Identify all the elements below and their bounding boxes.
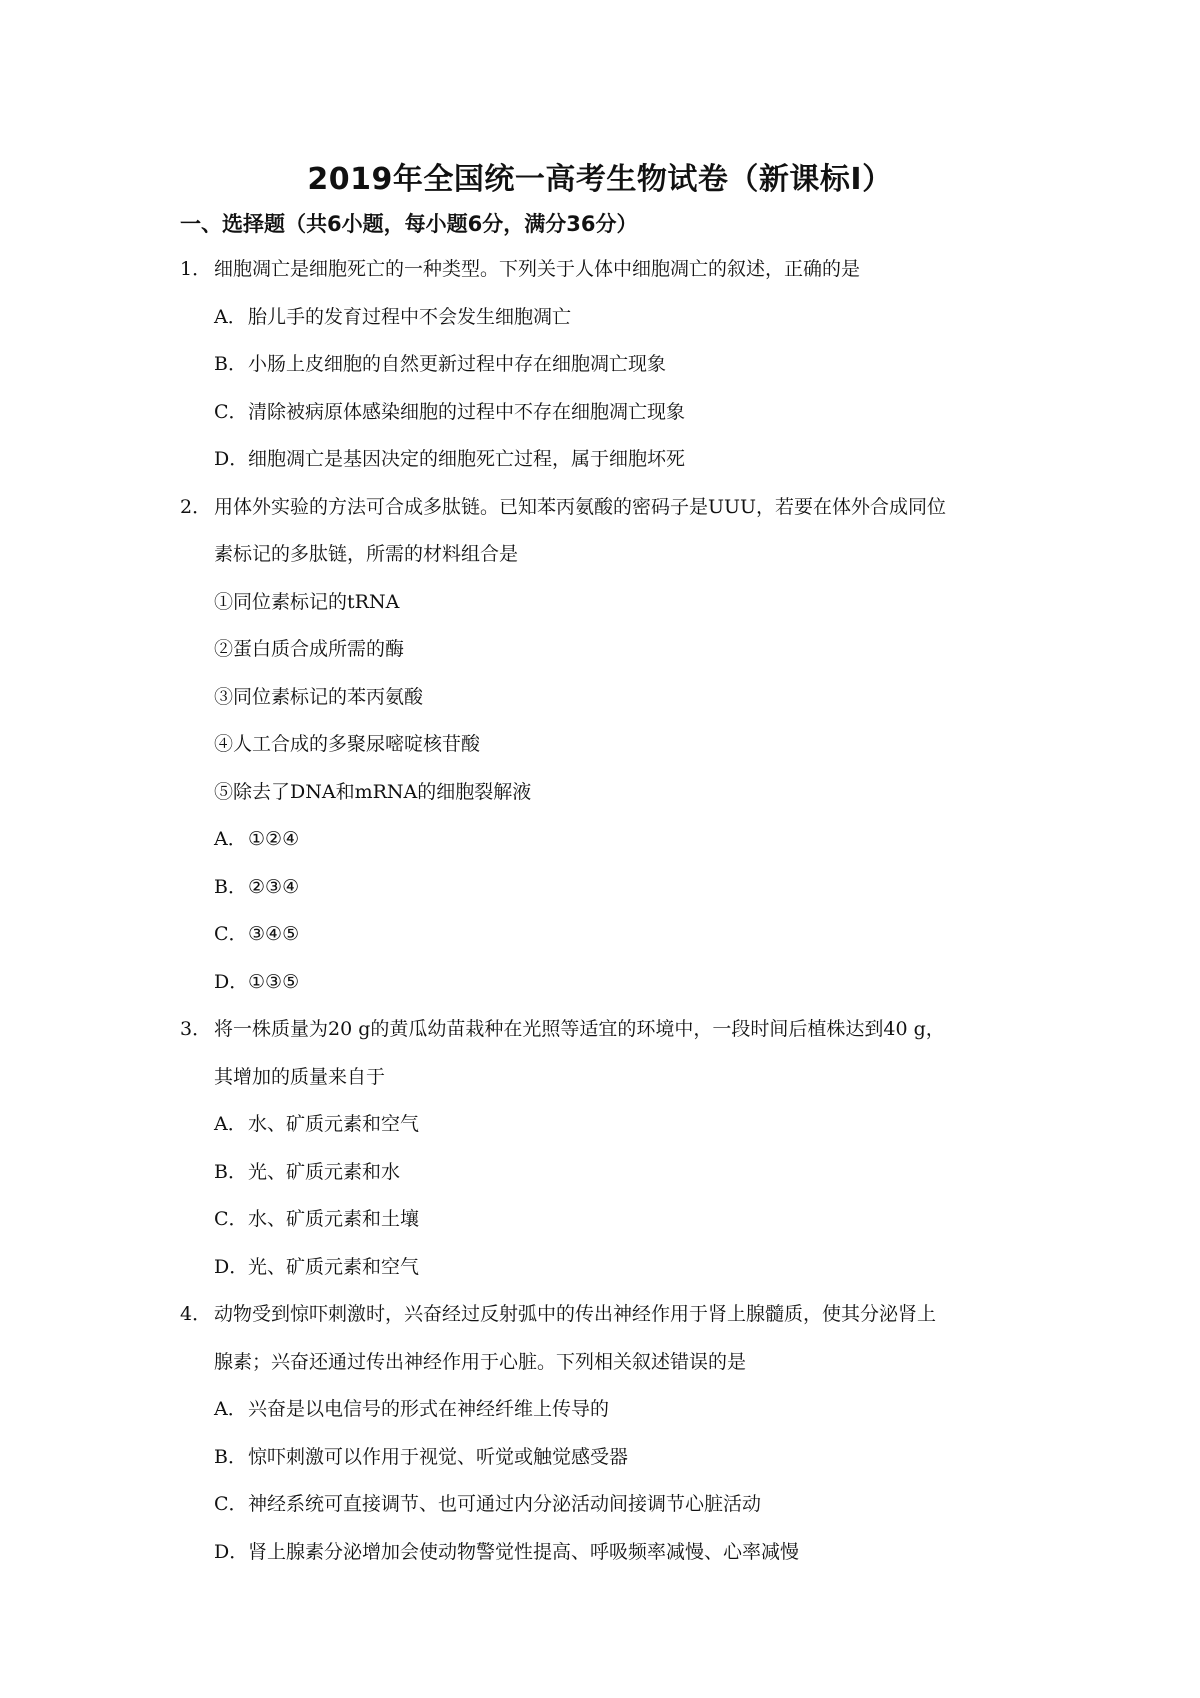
option-c: [180, 1196, 1040, 1244]
option-text: ①②④: [248, 828, 300, 850]
section-heading: 一、选择题（共6小题，每小题6分，满分36分）: [180, 212, 638, 236]
option-letter: C．: [214, 1493, 248, 1515]
option-text: ③④⑤: [248, 923, 300, 945]
material-item-4: ④人工合成的多聚尿嘧啶核苷酸: [214, 733, 481, 755]
option-b: [180, 864, 1040, 912]
option-text: 小肠上皮细胞的自然更新过程中存在细胞凋亡现象: [248, 353, 667, 375]
question-list: [180, 246, 1040, 1576]
option-text: 光、矿质元素和空气: [248, 1255, 420, 1278]
option-a: [180, 1101, 1040, 1149]
question-number: 4．: [180, 1303, 212, 1325]
option-d: [180, 1529, 1040, 1577]
question-stem-text: 将一株质量为20 g的黄瓜幼苗栽种在光照等适宜的环境中，一段时间后植株达到40 g，: [214, 1018, 945, 1040]
option-letter: A．: [214, 1113, 247, 1135]
option-letter: C．: [214, 1208, 248, 1230]
question-stem-continued: 素标记的多肽链，所需的材料组合是: [214, 543, 519, 565]
option-letter: B．: [214, 875, 247, 898]
option-text: 兴奋是以电信号的形式在神经纤维上传导的: [248, 1398, 610, 1420]
option-letter: D．: [214, 970, 249, 993]
question-stem: [180, 1006, 1040, 1054]
option-letter: C．: [214, 400, 248, 423]
option-d: [180, 1244, 1040, 1292]
question-number: 3．: [180, 1018, 212, 1040]
option-letter: B．: [214, 1160, 247, 1183]
material-item-5: ⑤除去了DNA和mRNA的细胞裂解液: [214, 780, 532, 803]
option-letter: D．: [214, 1540, 249, 1563]
question-1: [180, 246, 1040, 484]
question-stem-continued: 其增加的质量来自于: [214, 1065, 386, 1088]
option-text: 神经系统可直接调节、也可通过内分泌活动间接调节心脏活动: [248, 1493, 762, 1515]
question-stem-text: 动物受到惊吓刺激时，兴奋经过反射弧中的传出神经作用于肾上腺髓质，使其分泌肾上: [214, 1303, 937, 1325]
option-letter: C．: [214, 923, 248, 945]
option-text: 细胞凋亡是基因决定的细胞死亡过程，属于细胞坏死: [248, 448, 686, 470]
option-text: 水、矿质元素和空气: [248, 1113, 420, 1135]
option-c: [180, 389, 1040, 437]
question-stem: [180, 246, 1040, 294]
option-text: 清除被病原体感染细胞的过程中不存在细胞凋亡现象: [248, 400, 686, 423]
option-text: ①③⑤: [248, 970, 300, 993]
material-item-3: ③同位素标记的苯丙氨酸: [214, 685, 424, 708]
option-a: [180, 294, 1040, 342]
option-d: [180, 959, 1040, 1007]
option-text: ②③④: [248, 875, 300, 898]
option-b: [180, 1434, 1040, 1482]
option-a: [180, 816, 1040, 864]
option-b: [180, 1149, 1040, 1197]
question-stem: [180, 1291, 1040, 1339]
option-letter: A．: [214, 1398, 247, 1420]
question-2: [180, 484, 1040, 1007]
question-stem-text: 用体外实验的方法可合成多肽链。已知苯丙氨酸的密码子是UUU，若要在体外合成同位: [214, 495, 947, 518]
option-text: 胎儿手的发育过程中不会发生细胞凋亡: [248, 305, 572, 328]
question-stem: [180, 484, 1040, 532]
option-letter: D．: [214, 448, 249, 470]
option-text: 水、矿质元素和土壤: [248, 1208, 420, 1230]
option-letter: B．: [214, 353, 247, 375]
option-a: [180, 1386, 1040, 1434]
option-d: [180, 436, 1040, 484]
question-stem-text: 细胞凋亡是细胞死亡的一种类型。下列关于人体中细胞凋亡的叙述，正确的是: [214, 258, 861, 280]
option-text: 肾上腺素分泌增加会使动物警觉性提高、呼吸频率减慢、心率减慢: [248, 1540, 800, 1563]
question-4: [180, 1291, 1040, 1576]
option-letter: A．: [214, 305, 247, 328]
option-c: [180, 1481, 1040, 1529]
option-text: 惊吓刺激可以作用于视觉、听觉或触觉感受器: [248, 1445, 629, 1468]
option-letter: B．: [214, 1445, 247, 1468]
question-stem-continued: 腺素；兴奋还通过传出神经作用于心脏。下列相关叙述错误的是: [214, 1350, 747, 1373]
material-item-1: ①同位素标记的tRNA: [214, 590, 400, 613]
option-letter: A．: [214, 828, 247, 850]
question-3: [180, 1006, 1040, 1291]
option-letter: D．: [214, 1255, 249, 1278]
question-number: 1．: [180, 258, 212, 280]
option-text: 光、矿质元素和水: [248, 1160, 401, 1183]
page-title: 2019年全国统一高考生物试卷（新课标Ⅰ）: [307, 162, 893, 197]
option-b: [180, 341, 1040, 389]
question-number: 2．: [180, 495, 212, 518]
material-item-2: ②蛋白质合成所需的酶: [214, 638, 405, 660]
option-c: [180, 911, 1040, 959]
